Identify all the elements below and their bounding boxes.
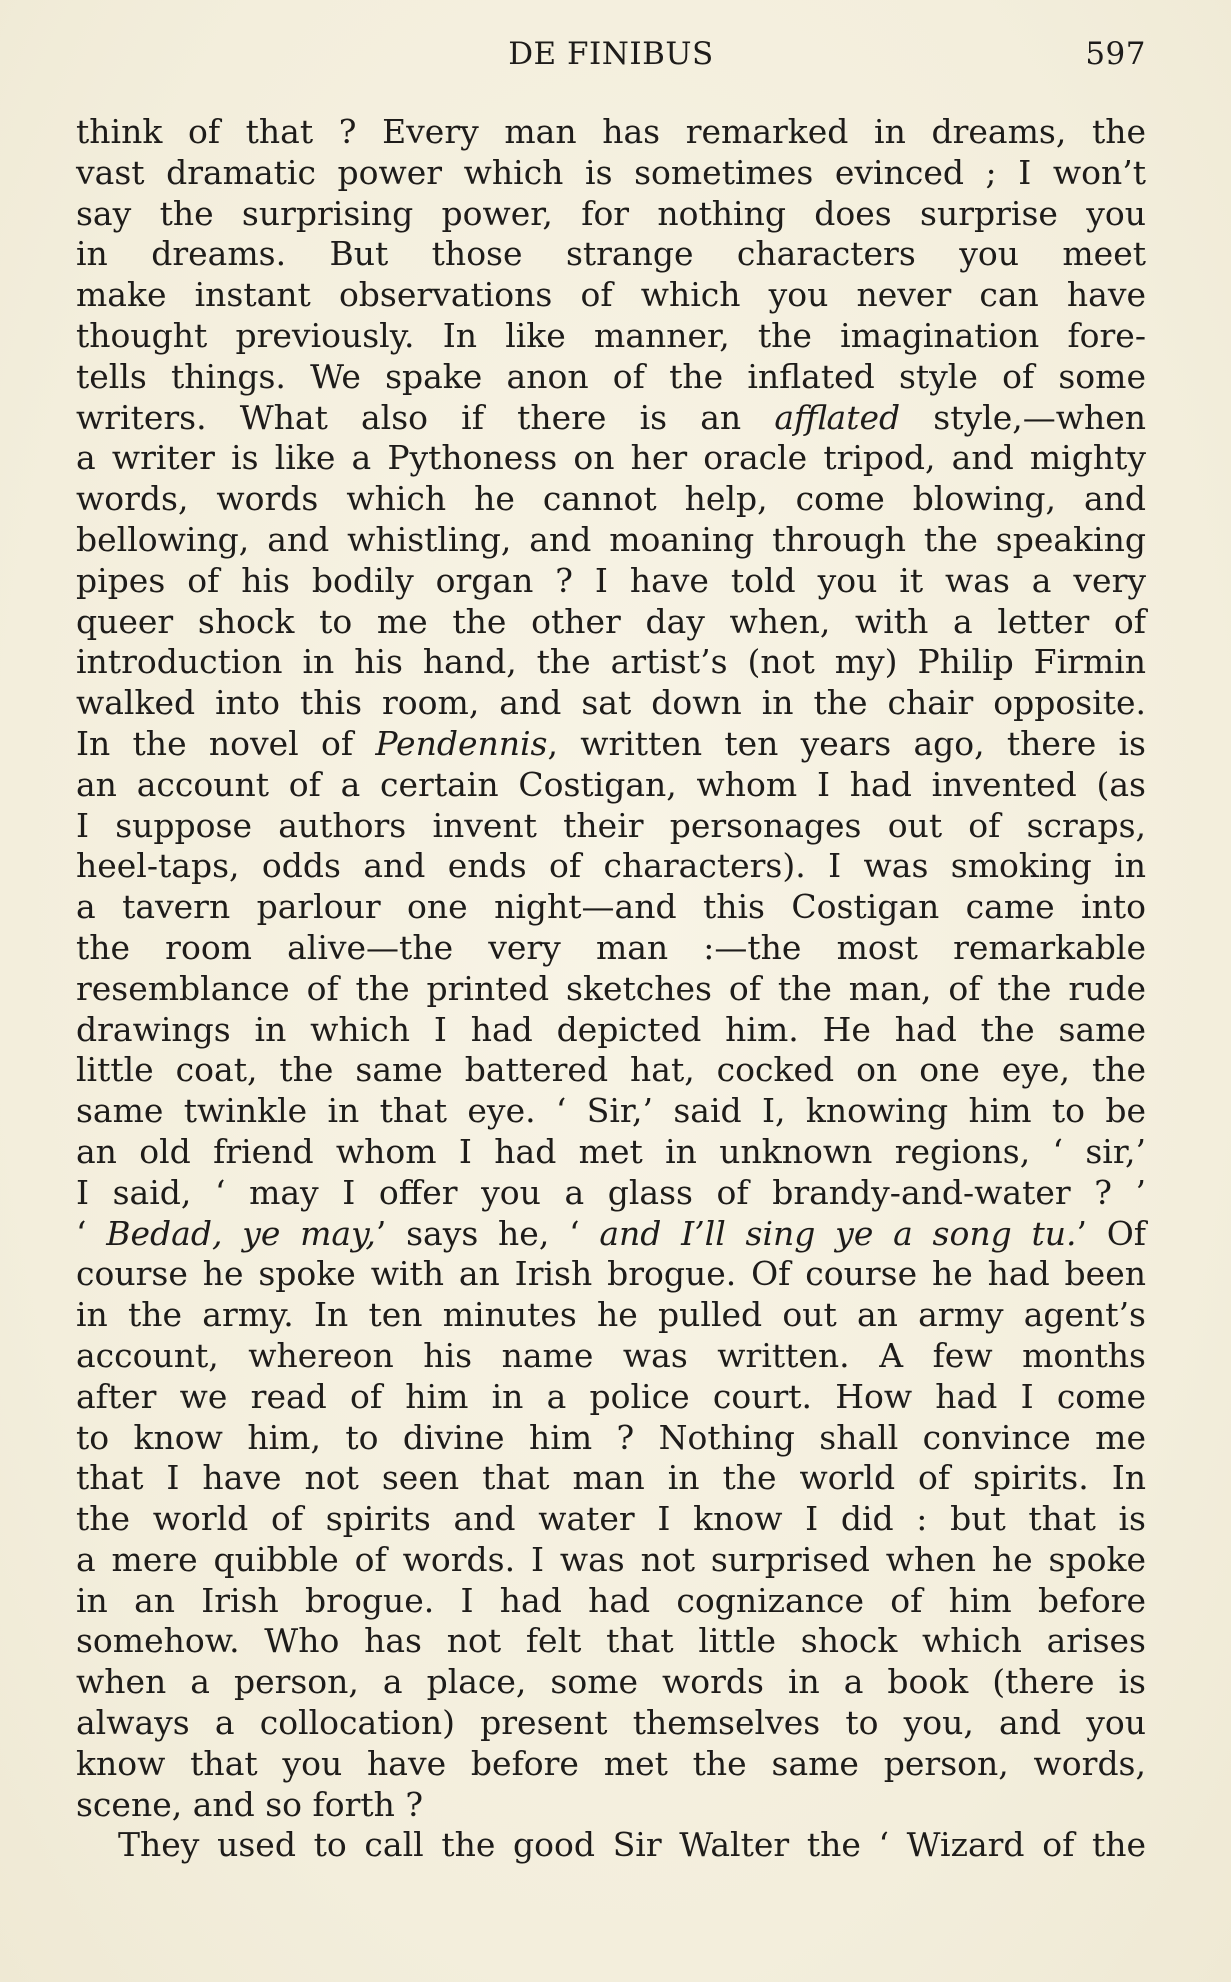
text-segment: ’ says he, ‘	[375, 1213, 600, 1253]
text-segment: the room alive—the very man :—the most remarkable	[76, 927, 1146, 967]
text-segment: style,—when	[900, 397, 1146, 437]
text-segment: say the surprising power, for nothing does surprise you	[76, 193, 1146, 233]
text-segment: introduction in his hand, the artist’s (not my) Philip Firmin	[76, 642, 1146, 682]
text-line	[76, 398, 1146, 439]
text-segment: writers. What also if there is an	[76, 397, 775, 437]
text-line	[76, 683, 1146, 724]
text-line	[76, 1050, 1146, 1091]
italic-text: Bedad, ye may,	[106, 1213, 376, 1253]
text-line	[76, 928, 1146, 969]
text-segment: know that you have before met the same person, words,	[76, 1743, 1146, 1783]
text-segment: bellowing, and whistling, and moaning through the speaking	[76, 519, 1146, 559]
text-line	[76, 479, 1146, 520]
text-line	[76, 357, 1146, 398]
text-segment: ’ Of	[1076, 1213, 1147, 1253]
text-segment: think of that ? Every man has remarked in dreams, the	[76, 112, 1146, 151]
text-segment: queer shock to me the other day when, with a letter of	[76, 601, 1146, 641]
text-segment: when a person, a place, some words in a book (there is	[76, 1662, 1146, 1702]
text-line	[76, 1825, 1146, 1866]
text-segment: account, whereon his name was written. A few months	[76, 1335, 1146, 1375]
text-segment: little coat, the same battered hat, cocked on one eye, the	[76, 1050, 1146, 1090]
text-line	[76, 1499, 1146, 1540]
text-segment: drawings in which I had depicted him. He had the same	[76, 1009, 1146, 1049]
text-segment: the world of spirits and water I know I did : but that is	[76, 1499, 1146, 1539]
text-segment: an account of a certain Costigan, whom I had invented (as	[76, 764, 1146, 804]
text-segment: heel-taps, odds and ends of characters). I was smoking in	[76, 846, 1146, 886]
page-number: 597	[1085, 36, 1146, 72]
italic-text: and I’ll sing ye a song tu.	[599, 1213, 1077, 1253]
text-line	[76, 1581, 1146, 1622]
text-line	[76, 1662, 1146, 1703]
text-segment: after we read of him in a police court. How had I come	[76, 1376, 1146, 1416]
text-segment: pipes of his bodily organ ? I have told you it was a very	[76, 560, 1146, 600]
text-line	[76, 1214, 1146, 1255]
text-line	[76, 806, 1146, 847]
text-line	[76, 194, 1146, 235]
text-segment: that I have not seen that man in the world of spirits. In	[76, 1458, 1146, 1498]
running-title: DE FINIBUS	[508, 36, 714, 72]
text-line	[76, 1173, 1146, 1214]
italic-text: Pendennis	[375, 723, 548, 763]
text-segment: a writer is like a Pythoness on her oracle tripod, and mighty	[76, 438, 1146, 478]
text-segment: words, words which he cannot help, come blowing, and	[76, 479, 1146, 519]
text-line	[76, 1254, 1146, 1295]
text-line	[76, 1295, 1146, 1336]
text-line	[76, 1703, 1146, 1744]
text-line	[76, 1785, 1146, 1826]
text-line	[76, 561, 1146, 602]
text-line	[76, 112, 1146, 153]
text-line	[76, 1540, 1146, 1581]
text-segment: a tavern parlour one night—and this Costigan came into	[76, 887, 1146, 927]
text-line	[76, 1621, 1146, 1662]
text-segment: They used to call the good Sir Walter the ‘ Wizard of the	[118, 1825, 1146, 1865]
text-segment: somehow. Who has not felt that little shock which arises	[76, 1621, 1146, 1661]
text-segment: always a collocation) present themselves to you, and you	[76, 1703, 1146, 1743]
text-line	[76, 316, 1146, 357]
text-line	[76, 1458, 1146, 1499]
text-line	[76, 1132, 1146, 1173]
text-line	[76, 1010, 1146, 1051]
page-header	[76, 34, 1146, 74]
text-segment: to know him, to divine him ? Nothing shall convince me	[76, 1417, 1146, 1457]
text-segment: walked into this room, and sat down in the chair opposite.	[76, 683, 1146, 723]
text-line	[76, 642, 1146, 683]
text-segment: same twinkle in that eye. ‘ Sir,’ said I, knowing him to be	[76, 1091, 1146, 1131]
text-line	[76, 602, 1146, 643]
text-line	[76, 969, 1146, 1010]
text-line	[76, 1418, 1146, 1459]
text-segment: make instant observations of which you never can have	[76, 275, 1146, 315]
text-segment: a mere quibble of words. I was not surprised when he spoke	[76, 1539, 1146, 1579]
text-segment: in an Irish brogue. I had had cognizance of him before	[76, 1580, 1146, 1620]
text-line	[76, 1336, 1146, 1377]
text-segment: course he spoke with an Irish brogue. Of course he had been	[76, 1254, 1146, 1294]
text-line	[76, 1091, 1146, 1132]
text-line	[76, 275, 1146, 316]
text-segment: thought previously. In like manner, the imagination fore-	[76, 315, 1146, 355]
text-segment: tells things. We spake anon of the inflated style of some	[76, 356, 1146, 396]
text-segment: in dreams. But those strange characters you meet	[76, 234, 1146, 274]
text-line	[76, 153, 1146, 194]
text-line	[76, 887, 1146, 928]
text-segment: I said, ‘ may I offer you a glass of brandy-and-water ? ’	[76, 1172, 1146, 1212]
text-segment: vast dramatic power which is sometimes evinced ; I won’t	[76, 152, 1146, 192]
text-segment: ‘	[76, 1213, 107, 1253]
italic-text: afflated	[774, 397, 901, 437]
body-text	[76, 112, 1146, 1866]
text-line	[76, 1377, 1146, 1418]
text-segment: In the novel of	[76, 723, 376, 763]
text-segment: resemblance of the printed sketches of the man, of the rude	[76, 968, 1146, 1008]
text-line	[76, 765, 1146, 806]
text-line	[76, 520, 1146, 561]
text-line	[76, 724, 1146, 765]
text-line	[76, 1744, 1146, 1785]
text-segment: I suppose authors invent their personages out of scraps,	[76, 805, 1146, 845]
text-segment: scene, and so forth ?	[76, 1784, 424, 1824]
text-segment: , written ten years ago, there is	[547, 723, 1146, 763]
text-line	[76, 234, 1146, 275]
text-segment: an old friend whom I had met in unknown regions, ‘ sir,’	[76, 1131, 1146, 1171]
text-line	[76, 438, 1146, 479]
text-segment: in the army. In ten minutes he pulled out an army agent’s	[76, 1295, 1146, 1335]
text-line	[76, 846, 1146, 887]
